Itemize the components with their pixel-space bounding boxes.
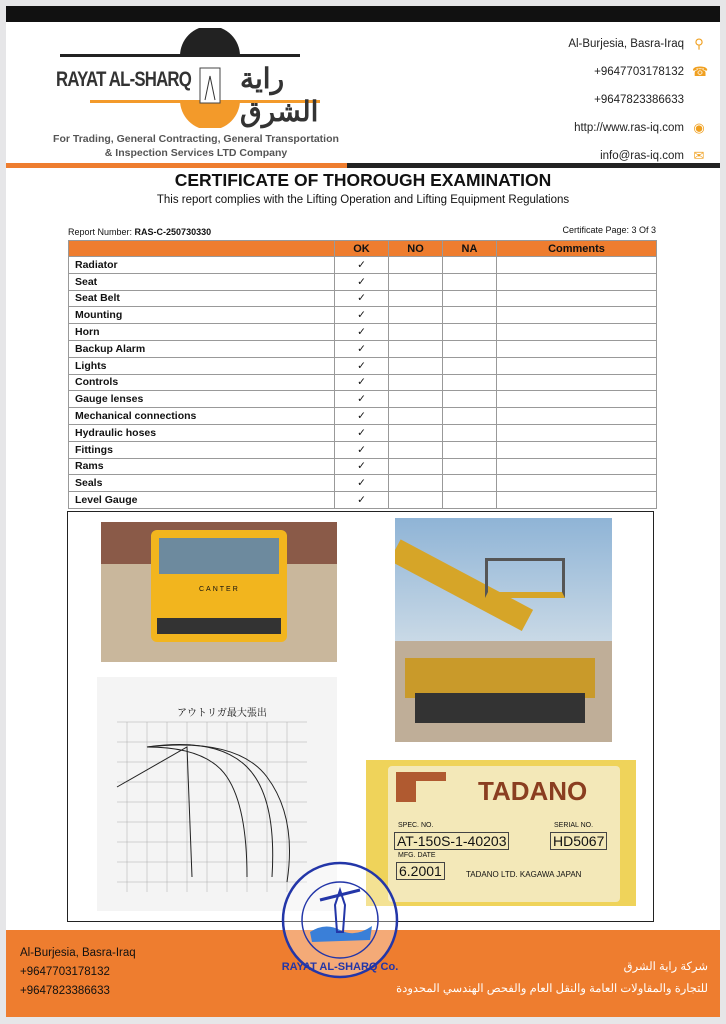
no-cell xyxy=(389,391,443,408)
no-cell xyxy=(389,492,443,509)
page-subtitle: This report complies with the Lifting Operation and Lifting Equipment Regulations xyxy=(156,194,570,206)
inspection-table xyxy=(68,240,657,509)
no-cell xyxy=(389,340,443,357)
comments-cell xyxy=(497,492,657,509)
crane-photo xyxy=(395,518,612,742)
load-chart-title: アウトリガ最大張出 xyxy=(177,708,267,719)
contact-address xyxy=(568,30,706,58)
contact-list xyxy=(568,30,709,170)
footer-tagline-ar: للتجارة والمقاولات العامة والنقل العام والفحص الهندسي المحدودة xyxy=(396,983,708,995)
contact-website[interactable] xyxy=(568,114,706,142)
top-bar xyxy=(6,6,720,22)
comments-cell xyxy=(497,340,657,357)
website-link[interactable]: http://www.ras-iq.com xyxy=(574,122,684,134)
no-cell xyxy=(389,290,443,307)
comments-cell xyxy=(497,307,657,324)
na-cell xyxy=(443,475,497,492)
comments-cell xyxy=(497,391,657,408)
table-row xyxy=(69,391,657,408)
table-row xyxy=(69,458,657,475)
table-row xyxy=(69,257,657,274)
comments-cell xyxy=(497,273,657,290)
item-label: Backup Alarm xyxy=(69,340,335,357)
item-label: Seat Belt xyxy=(69,290,335,307)
plate-spec-label: SPEC. NO. xyxy=(398,822,434,829)
item-label: Radiator xyxy=(69,257,335,274)
email-link[interactable]: info@ras-iq.com xyxy=(600,150,684,162)
ok-check: ✓ xyxy=(335,374,389,391)
table-row xyxy=(69,424,657,441)
certificate-page-number: Certificate Page: 3 Of 3 xyxy=(562,225,656,235)
ok-check: ✓ xyxy=(335,391,389,408)
location-pin-icon: ⚲ xyxy=(694,36,704,51)
table-row xyxy=(69,290,657,307)
plate-brand: TADANO xyxy=(478,776,588,806)
footer-company-ar: شركة راية الشرق xyxy=(623,961,708,973)
table-header xyxy=(69,241,657,257)
no-cell xyxy=(389,475,443,492)
phone-text: +9647823386633 xyxy=(594,94,684,106)
plate-serial-label: SERIAL NO. xyxy=(554,822,594,829)
report-number xyxy=(68,227,211,237)
comments-cell xyxy=(497,424,657,441)
page-title: CERTIFICATE OF THOROUGH EXAMINATION xyxy=(174,170,552,190)
no-cell xyxy=(389,424,443,441)
no-cell xyxy=(389,357,443,374)
envelope-icon: ✉ xyxy=(693,148,705,163)
item-label: Mechanical connections xyxy=(69,408,335,425)
comments-cell xyxy=(497,441,657,458)
na-cell xyxy=(443,257,497,274)
footer-contacts xyxy=(20,944,136,1001)
item-label: Fittings xyxy=(69,441,335,458)
ok-check: ✓ xyxy=(335,475,389,492)
report-label: Report Number: xyxy=(68,227,133,237)
ok-check: ✓ xyxy=(335,357,389,374)
header-no: NO xyxy=(389,241,443,257)
report-number-value: RAS-C-250730330 xyxy=(134,227,212,237)
svg-text:RAYAT AL-SHARQ Co.: RAYAT AL-SHARQ Co. xyxy=(281,961,399,973)
item-label: Lights xyxy=(69,357,335,374)
no-cell xyxy=(389,324,443,341)
plate-mfg: 6.2001 xyxy=(396,862,445,880)
ok-check: ✓ xyxy=(335,458,389,475)
no-cell xyxy=(389,408,443,425)
comments-cell xyxy=(497,357,657,374)
plate-mfg-label: MFG. DATE xyxy=(398,852,436,859)
na-cell xyxy=(443,357,497,374)
item-label: Gauge lenses xyxy=(69,391,335,408)
comments-cell xyxy=(497,475,657,492)
globe-icon: ◉ xyxy=(693,120,705,135)
phone-icon: ☎ xyxy=(692,64,709,79)
footer-phone: +9647703178132 xyxy=(20,966,110,978)
table-row xyxy=(69,357,657,374)
na-cell xyxy=(443,424,497,441)
item-label: Level Gauge xyxy=(69,492,335,509)
table-row xyxy=(69,307,657,324)
item-label: Rams xyxy=(69,458,335,475)
table-row xyxy=(69,374,657,391)
no-cell xyxy=(389,257,443,274)
ok-check: ✓ xyxy=(335,424,389,441)
header-na: NA xyxy=(443,241,497,257)
company-stamp xyxy=(280,860,400,980)
ok-check: ✓ xyxy=(335,307,389,324)
no-cell xyxy=(389,458,443,475)
na-cell xyxy=(443,273,497,290)
item-label: Hydraulic hoses xyxy=(69,424,335,441)
table-row xyxy=(69,324,657,341)
ok-check: ✓ xyxy=(335,324,389,341)
footer-arabic xyxy=(396,956,708,1000)
item-label: Controls xyxy=(69,374,335,391)
ok-check: ✓ xyxy=(335,492,389,509)
na-cell xyxy=(443,458,497,475)
header-ok: OK xyxy=(335,241,389,257)
header-rule-orange xyxy=(6,163,347,168)
header-comments: Comments xyxy=(497,241,657,257)
ok-check: ✓ xyxy=(335,408,389,425)
item-label: Seals xyxy=(69,475,335,492)
na-cell xyxy=(443,408,497,425)
na-cell xyxy=(443,324,497,341)
no-cell xyxy=(389,307,443,324)
ok-check: ✓ xyxy=(335,257,389,274)
table-row xyxy=(69,441,657,458)
logo-text-ar: راية الشرق xyxy=(240,63,319,127)
truck-photo xyxy=(101,522,337,662)
plate-serial: HD5067 xyxy=(550,832,607,850)
table-row xyxy=(69,475,657,492)
no-cell xyxy=(389,374,443,391)
truck-brand-text: CANTER xyxy=(199,586,240,593)
na-cell xyxy=(443,374,497,391)
phone-text: +9647703178132 xyxy=(594,66,684,78)
plate-maker: TADANO LTD. KAGAWA JAPAN xyxy=(466,870,582,879)
table-row xyxy=(69,408,657,425)
ok-check: ✓ xyxy=(335,441,389,458)
item-label: Mounting xyxy=(69,307,335,324)
company-logo xyxy=(50,28,350,138)
nameplate-photo xyxy=(366,760,636,906)
footer-phone: +9647823386633 xyxy=(20,985,110,997)
plate-spec: AT-150S-1-40203 xyxy=(394,832,509,850)
na-cell xyxy=(443,391,497,408)
no-cell xyxy=(389,273,443,290)
na-cell xyxy=(443,340,497,357)
ok-check: ✓ xyxy=(335,340,389,357)
header-rule-dark xyxy=(347,163,720,168)
ok-check: ✓ xyxy=(335,290,389,307)
contact-phone-1 xyxy=(568,58,709,86)
na-cell xyxy=(443,441,497,458)
no-cell xyxy=(389,441,443,458)
ok-check: ✓ xyxy=(335,273,389,290)
na-cell xyxy=(443,290,497,307)
na-cell xyxy=(443,492,497,509)
comments-cell xyxy=(497,257,657,274)
contact-phone-2 xyxy=(568,86,706,114)
table-row xyxy=(69,273,657,290)
address-text: Al-Burjesia, Basra-Iraq xyxy=(568,38,684,50)
comments-cell xyxy=(497,290,657,307)
logo-text-en: RAYAT AL-SHARQ xyxy=(56,68,192,91)
company-tagline xyxy=(46,132,346,160)
comments-cell xyxy=(497,458,657,475)
tagline-line: & Inspection Services LTD Company xyxy=(104,147,288,159)
item-label: Horn xyxy=(69,324,335,341)
table-row xyxy=(69,340,657,357)
na-cell xyxy=(443,307,497,324)
item-label: Seat xyxy=(69,273,335,290)
header-item xyxy=(69,241,335,257)
footer-address: Al-Burjesia, Basra-Iraq xyxy=(20,947,136,959)
comments-cell xyxy=(497,324,657,341)
table-row xyxy=(69,492,657,509)
comments-cell xyxy=(497,408,657,425)
tagline-line: For Trading, General Contracting, General Transportation xyxy=(53,133,339,145)
comments-cell xyxy=(497,374,657,391)
